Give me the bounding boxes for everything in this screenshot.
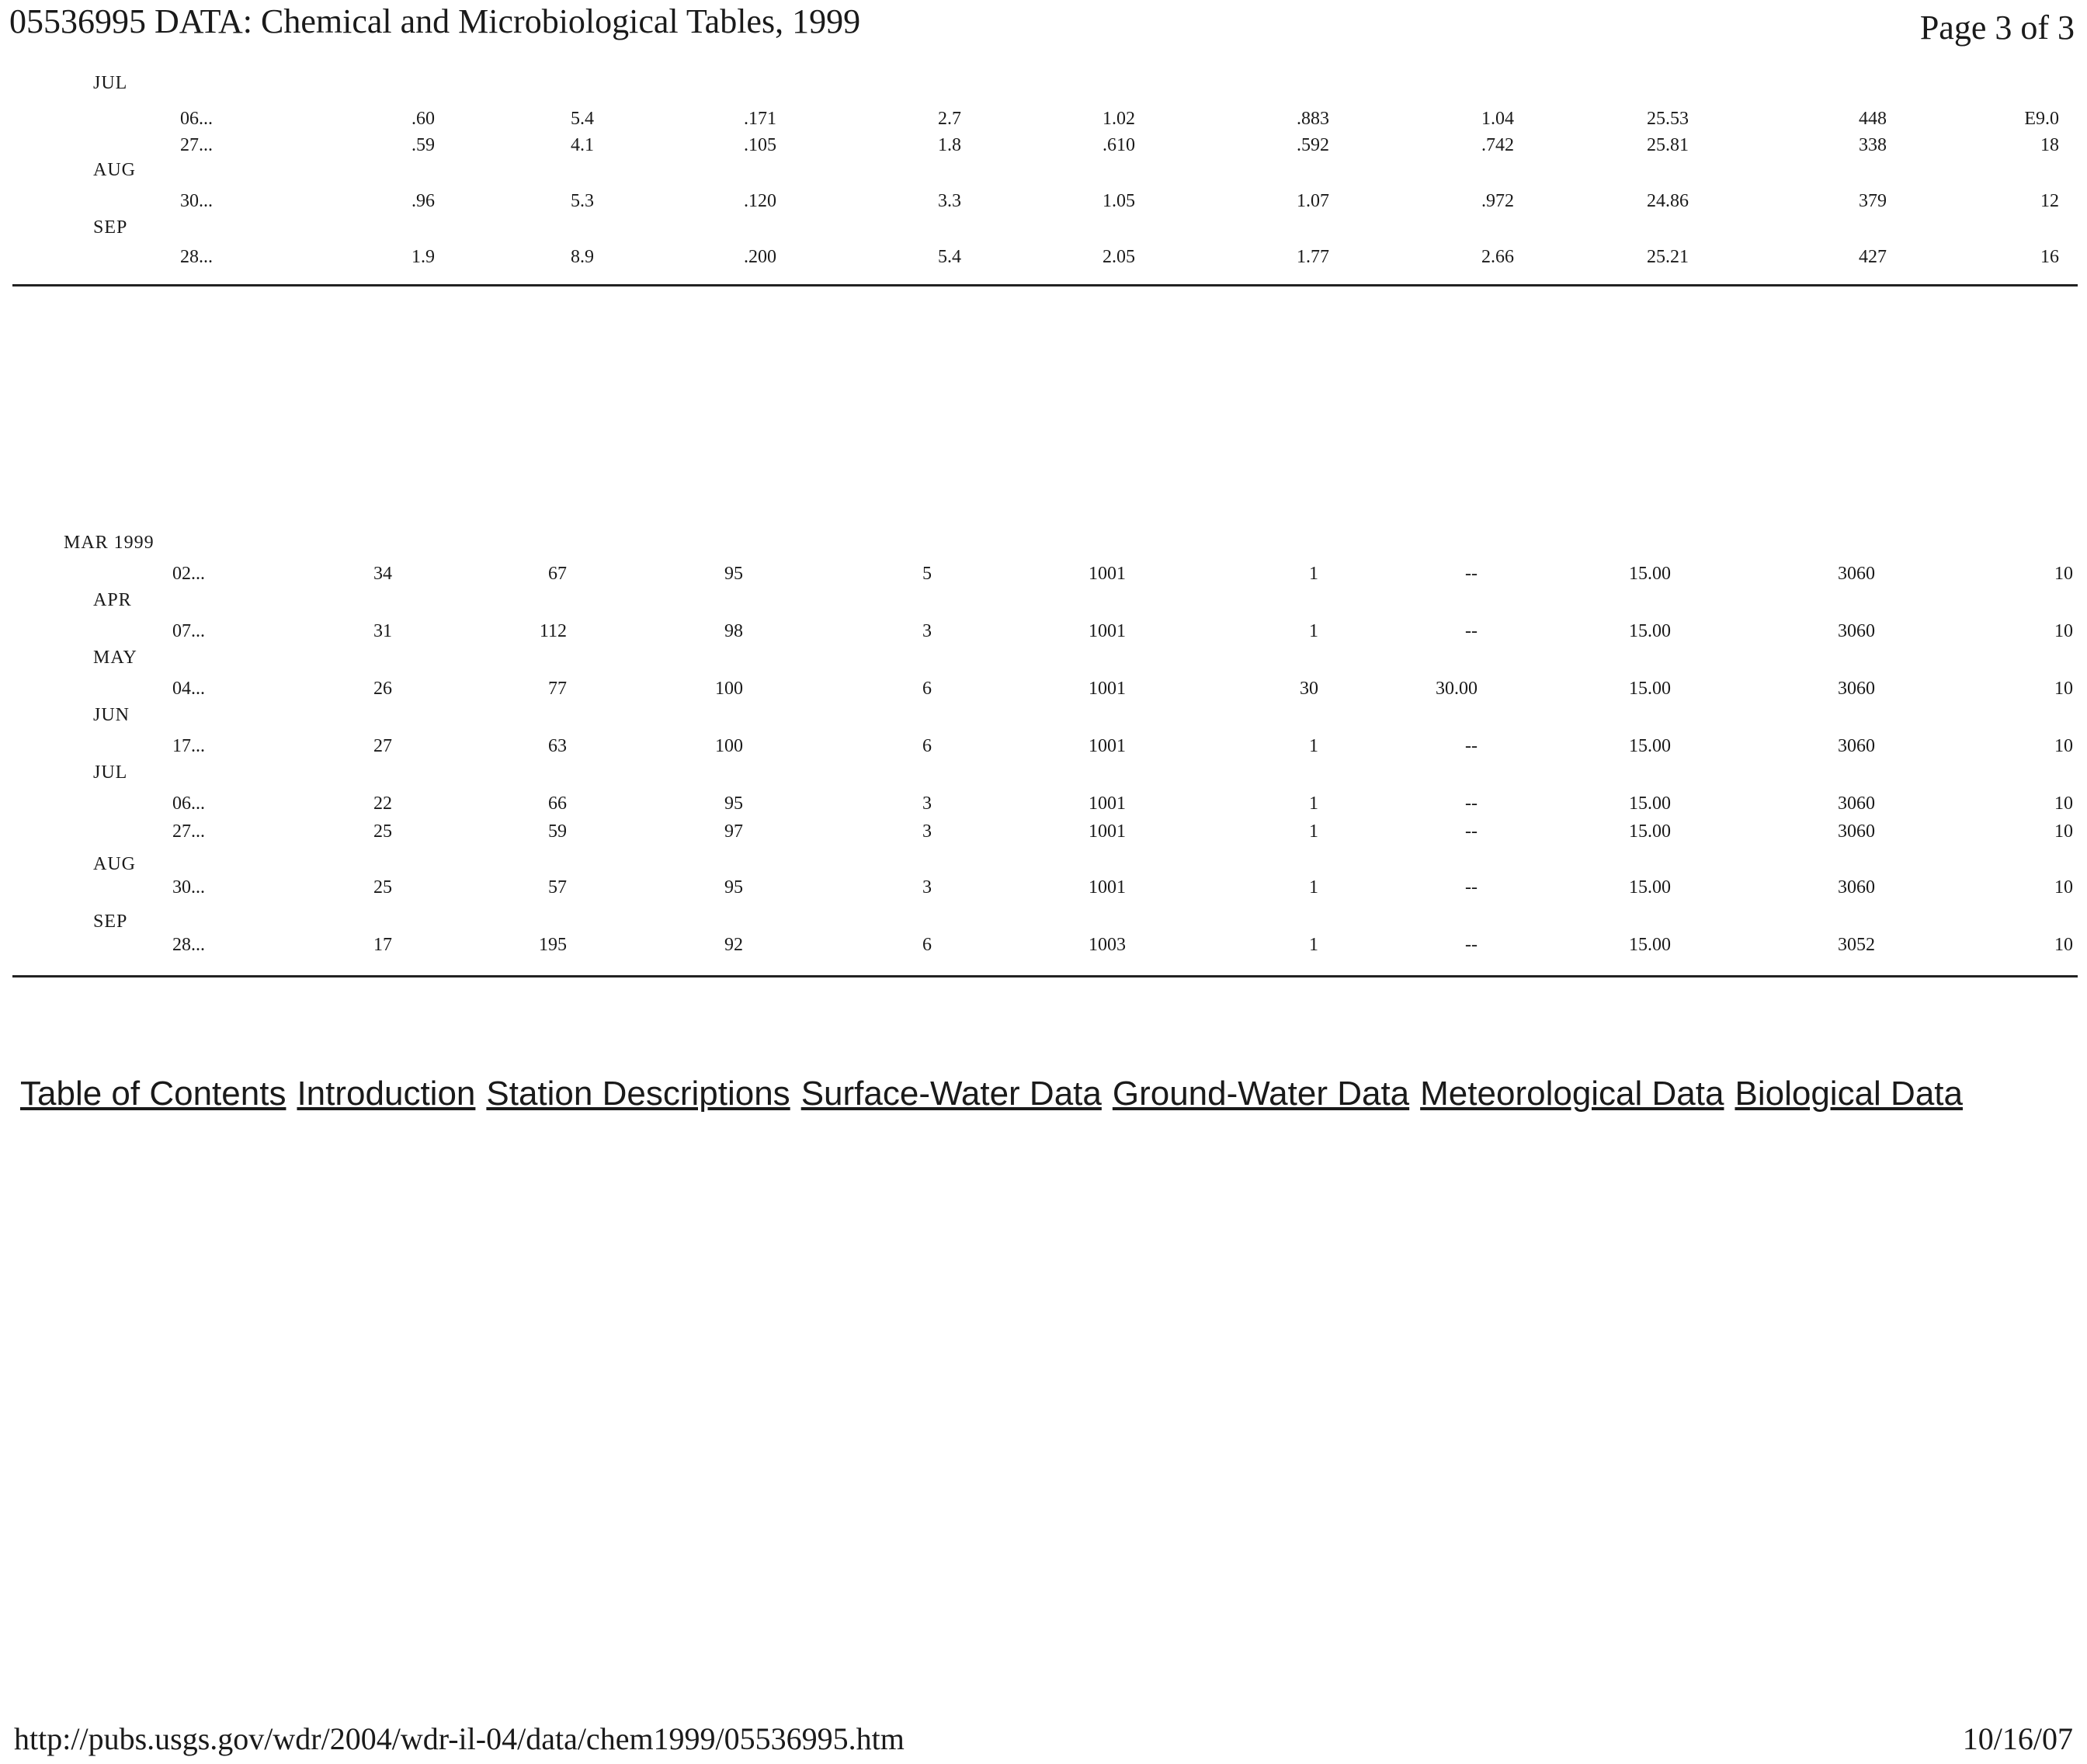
- data-cell: 3060: [1838, 621, 1875, 641]
- data-cell: 15.00: [1629, 736, 1671, 756]
- data-cell: 379: [1859, 191, 1887, 211]
- data-cell: 24.86: [1647, 191, 1689, 211]
- month-label: APR: [93, 590, 132, 610]
- data-cell: --: [1465, 621, 1478, 641]
- data-cell: 67: [548, 564, 567, 584]
- data-cell: 3060: [1838, 793, 1875, 814]
- data-cell: 5: [922, 564, 932, 584]
- month-label: MAY: [93, 648, 137, 668]
- data-cell: --: [1465, 793, 1478, 814]
- date-cell: 06...: [172, 793, 205, 814]
- data-cell: 1.05: [1103, 191, 1135, 211]
- nav-link-station-descriptions[interactable]: Station Descriptions: [486, 1075, 790, 1113]
- data-cell: 26: [373, 679, 392, 699]
- data-cell: 195: [539, 935, 567, 955]
- data-cell: .59: [411, 135, 435, 155]
- data-cell: 25: [373, 877, 392, 898]
- data-cell: 97: [724, 821, 743, 842]
- data-cell: --: [1465, 736, 1478, 756]
- data-cell: 3: [922, 621, 932, 641]
- data-cell: 25: [373, 821, 392, 842]
- data-cell: --: [1465, 935, 1478, 955]
- date-cell: 04...: [172, 679, 205, 699]
- data-cell: 100: [715, 679, 743, 699]
- data-cell: .105: [744, 135, 776, 155]
- data-cell: 59: [548, 821, 567, 842]
- date-cell: 17...: [172, 736, 205, 756]
- data-cell: 5.4: [571, 109, 594, 129]
- data-cell: .60: [411, 109, 435, 129]
- data-cell: 92: [724, 935, 743, 955]
- data-cell: 1001: [1089, 736, 1126, 756]
- data-cell: 15.00: [1629, 935, 1671, 955]
- data-cell: 1001: [1089, 621, 1126, 641]
- data-cell: 5.4: [938, 247, 961, 267]
- data-cell: --: [1465, 821, 1478, 842]
- date-cell: 02...: [172, 564, 205, 584]
- nav-link-meteorological-data[interactable]: Meteorological Data: [1420, 1075, 1724, 1113]
- data-cell: 10: [2054, 621, 2073, 641]
- data-cell: 95: [724, 793, 743, 814]
- data-cell: 15.00: [1629, 621, 1671, 641]
- data-cell: 1: [1309, 621, 1318, 641]
- month-label: MAR 1999: [64, 533, 155, 553]
- data-cell: 448: [1859, 109, 1887, 129]
- page-number: Page 3 of 3: [1919, 9, 2075, 47]
- month-label: SEP: [93, 217, 128, 238]
- data-cell: --: [1465, 564, 1478, 584]
- data-cell: 31: [373, 621, 392, 641]
- data-cell: 1: [1309, 736, 1318, 756]
- data-cell: 25.53: [1647, 109, 1689, 129]
- data-cell: 6: [922, 679, 932, 699]
- data-cell: 3060: [1838, 821, 1875, 842]
- data-cell: 30: [1300, 679, 1318, 699]
- month-label: JUL: [93, 762, 128, 783]
- data-cell: 15.00: [1629, 821, 1671, 842]
- month-label: JUN: [93, 705, 130, 725]
- data-cell: 1001: [1089, 679, 1126, 699]
- month-label: JUL: [93, 73, 128, 93]
- data-cell: 6: [922, 935, 932, 955]
- data-cell: .120: [744, 191, 776, 211]
- data-cell: 2.7: [938, 109, 961, 129]
- data-cell: 12: [2040, 191, 2059, 211]
- date-cell: 30...: [180, 191, 213, 211]
- data-cell: 4.1: [571, 135, 594, 155]
- data-cell: 27: [373, 736, 392, 756]
- data-cell: .883: [1297, 109, 1329, 129]
- data-cell: 18: [2040, 135, 2059, 155]
- data-cell: 2.05: [1103, 247, 1135, 267]
- table-rule-top: [12, 284, 2078, 286]
- data-cell: 15.00: [1629, 793, 1671, 814]
- data-cell: 10: [2054, 821, 2073, 842]
- data-cell: E9.0: [2024, 109, 2059, 129]
- data-cell: .200: [744, 247, 776, 267]
- data-cell: 1001: [1089, 821, 1126, 842]
- data-cell: 3060: [1838, 679, 1875, 699]
- data-cell: 63: [548, 736, 567, 756]
- data-cell: .592: [1297, 135, 1329, 155]
- data-cell: 66: [548, 793, 567, 814]
- data-cell: 95: [724, 564, 743, 584]
- data-cell: 16: [2040, 247, 2059, 267]
- data-cell: 100: [715, 736, 743, 756]
- data-cell: 1: [1309, 793, 1318, 814]
- table-rule-bottom: [12, 975, 2078, 977]
- data-cell: 3.3: [938, 191, 961, 211]
- data-cell: 98: [724, 621, 743, 641]
- month-label: AUG: [93, 160, 136, 180]
- data-cell: 95: [724, 877, 743, 898]
- data-cell: 15.00: [1629, 877, 1671, 898]
- data-cell: 2.66: [1481, 247, 1514, 267]
- data-cell: 3052: [1838, 935, 1875, 955]
- date-cell: 30...: [172, 877, 205, 898]
- data-cell: 3: [922, 877, 932, 898]
- navigation-links: [20, 1075, 1974, 1113]
- data-cell: 1.02: [1103, 109, 1135, 129]
- date-cell: 28...: [180, 247, 213, 267]
- data-cell: 1.9: [411, 247, 435, 267]
- nav-link-introduction[interactable]: Introduction: [297, 1075, 476, 1113]
- data-cell: 10: [2054, 564, 2073, 584]
- data-cell: 6: [922, 736, 932, 756]
- data-cell: 1003: [1089, 935, 1126, 955]
- data-cell: 3: [922, 793, 932, 814]
- data-cell: 3060: [1838, 564, 1875, 584]
- data-cell: 1: [1309, 877, 1318, 898]
- date-cell: 07...: [172, 621, 205, 641]
- month-label: SEP: [93, 912, 128, 932]
- data-cell: 1: [1309, 564, 1318, 584]
- date-cell: 06...: [180, 109, 213, 129]
- data-cell: 10: [2054, 793, 2073, 814]
- data-cell: 25.21: [1647, 247, 1689, 267]
- data-cell: 1001: [1089, 564, 1126, 584]
- data-cell: .96: [411, 191, 435, 211]
- data-cell: 15.00: [1629, 679, 1671, 699]
- data-cell: .972: [1481, 191, 1514, 211]
- nav-link-table-of-contents[interactable]: Table of Contents: [20, 1075, 286, 1113]
- data-cell: .610: [1103, 135, 1135, 155]
- nav-link-surface-water-data[interactable]: Surface-Water Data: [800, 1075, 1102, 1113]
- data-cell: 17: [373, 935, 392, 955]
- data-cell: 34: [373, 564, 392, 584]
- date-cell: 28...: [172, 935, 205, 955]
- data-cell: .171: [744, 109, 776, 129]
- data-cell: 1: [1309, 935, 1318, 955]
- data-cell: --: [1465, 877, 1478, 898]
- data-cell: 1.07: [1297, 191, 1329, 211]
- data-cell: 10: [2054, 679, 2073, 699]
- data-cell: 15.00: [1629, 564, 1671, 584]
- data-cell: 8.9: [571, 247, 594, 267]
- page-header-title: 05536995 DATA: Chemical and Microbiological Tables, 1999: [9, 2, 861, 40]
- data-cell: 427: [1859, 247, 1887, 267]
- data-cell: 22: [373, 793, 392, 814]
- data-cell: 10: [2054, 877, 2073, 898]
- data-cell: 1: [1309, 821, 1318, 842]
- data-cell: 57: [548, 877, 567, 898]
- data-cell: 1001: [1089, 793, 1126, 814]
- data-cell: 1.8: [938, 135, 961, 155]
- nav-link-ground-water-data[interactable]: Ground-Water Data: [1112, 1075, 1410, 1113]
- data-cell: 112: [539, 621, 567, 641]
- data-cell: 10: [2054, 736, 2073, 756]
- data-cell: 338: [1859, 135, 1887, 155]
- data-cell: 5.3: [571, 191, 594, 211]
- data-cell: 3060: [1838, 736, 1875, 756]
- date-cell: 27...: [172, 821, 205, 842]
- data-cell: 10: [2054, 935, 2073, 955]
- data-cell: 1.04: [1481, 109, 1514, 129]
- data-cell: 77: [548, 679, 567, 699]
- date-cell: 27...: [180, 135, 213, 155]
- footer-date: 10/16/07: [1962, 1721, 2073, 1756]
- data-cell: .742: [1481, 135, 1514, 155]
- data-cell: 1001: [1089, 877, 1126, 898]
- footer-url: http://pubs.usgs.gov/wdr/2004/wdr-il-04/data/chem1999/05536995.htm: [14, 1721, 905, 1756]
- data-cell: 1.77: [1297, 247, 1329, 267]
- data-cell: 30.00: [1436, 679, 1478, 699]
- month-label: AUG: [93, 854, 136, 874]
- data-cell: 3060: [1838, 877, 1875, 898]
- nav-link-biological-data[interactable]: Biological Data: [1735, 1075, 1963, 1113]
- data-cell: 25.81: [1647, 135, 1689, 155]
- data-cell: 3: [922, 821, 932, 842]
